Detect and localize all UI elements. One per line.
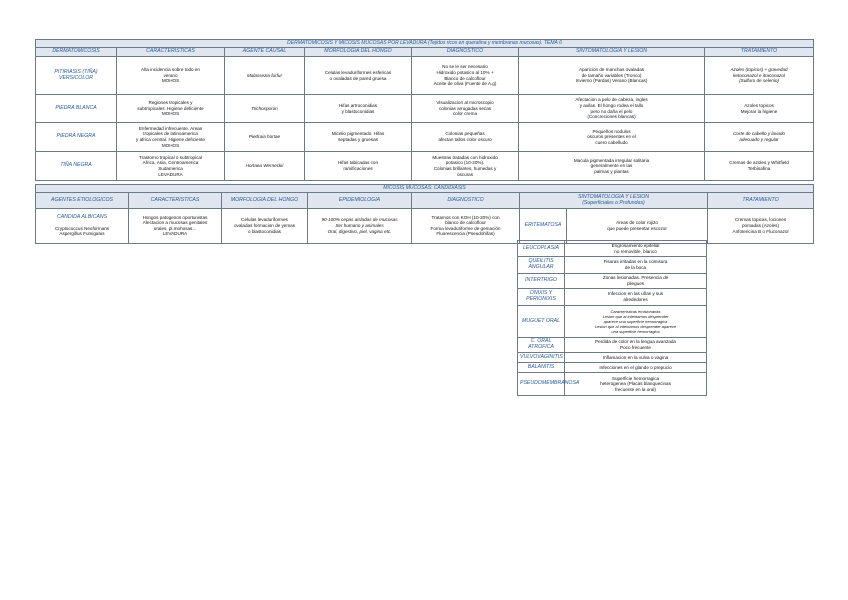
sintoma-desc: Engrosamiento epitelial no removible, blanco [565, 241, 707, 257]
table-cell: Hifas tabicadas con ramificaciones [305, 152, 412, 181]
column-header: CARACTERISTICAS [129, 193, 222, 209]
sintoma-name: INTERTRIGO [518, 274, 565, 289]
sintoma-name: LEUCOPLASIA [518, 241, 565, 257]
table-cell: Regiones tropicales y subtropicales. Higiene deficiente MOHOS [117, 95, 225, 123]
table-row [518, 338, 707, 353]
table-cell: Pequeños nodulos oscuros presentes en el cuero cabelludo [519, 123, 705, 152]
row-header: PITIRIASIS (TIÑA) VERSICOLOR [36, 57, 117, 95]
table-cell: Enfermedad infrecuente. Areas tropicales de latinoamerica y africa central. Higiene deficiente MOHOS [117, 123, 225, 152]
sintoma-desc: Infeccion en las uñas y sus alrededores [565, 289, 707, 306]
table-cell: Cremas topicas, lociones pomadas (Azoles) Anfotericina B o Fluconazol [708, 209, 814, 244]
table-row [518, 373, 707, 396]
table-cell: Micelio pigmentado. Hifas septadas y gruesas [305, 123, 412, 152]
table-cell: Trastorno tropical o subtropical Africa, Asia, Centroamerica Sudamerica LEVADURA [117, 152, 225, 181]
table-cell: 90-100% cepas aisladas de mucosas Ser humano y animales Oral, digestivo, piel, vagina etc. [308, 209, 412, 244]
column-header: DIAGNOSTICO [412, 193, 520, 209]
table-cell: Azoles (topicos) + gravedad ketoconazol e itraconazol (Sulfuro de selenio) [705, 57, 814, 95]
column-header: SINTOMATOLOGIA Y LESION [519, 48, 705, 57]
table-cell: Hongos patogenos oportunistas Afectacion a mucosas genitales orales, pl.mohosas... LEVADURA [129, 209, 222, 244]
table-row [36, 57, 814, 95]
agentes-secundarios: Cryptococcus Neoformans Aspergillus Fumigatus [54, 225, 110, 237]
table-row [518, 257, 707, 274]
table-cell: Hifas artroconidias y blastoconidias [305, 95, 412, 123]
table-cell: Macula pigmentada irregular solitaria generalmente en las palmas y plantas [519, 152, 705, 181]
table-cell: Afectacion a pelo de cabeza, ingles y axilas. El hongo rodea el tallo pero no daña el pelo (Concreciones blancas) [519, 95, 705, 123]
sintoma-desc: Caracteristicas emisionarias Lesion que al intentamos desprender aparece una superficie hemorragica Lesion que al intentamos desprender aparece una superficie hemorragica [565, 306, 707, 338]
column-header: MORFOLOGIA DEL HONGO [222, 193, 308, 209]
table-cell: Hortaea Werneckii [225, 152, 305, 181]
sintomatologia-table [517, 240, 707, 396]
agentes-cell [36, 209, 129, 244]
column-header: EPIDEMIOLOGIA [308, 193, 412, 209]
table-cell: Visualizacion al microscopio colonias arrugadas secas color crema [412, 95, 519, 123]
table-cell: Cremas de azoles y Whitfield Terbinafina [705, 152, 814, 181]
sintoma-desc: Inflamacion en la vulva o vagina [565, 353, 707, 363]
sintoma-desc: Fisuras irritadas en la comisura de la boca [565, 257, 707, 274]
table-cell: Celulas levaduriformes esfericas o ovaladas de pared gruesa [305, 57, 412, 95]
table-cell: Celulas levaduriformes ovaladas formacion de yemas o blastoconidias [222, 209, 308, 244]
column-header: TRATAMIENTO [705, 48, 814, 57]
table-cell: Piedraia hortae [225, 123, 305, 152]
table-cell: Malassezia furfur [225, 57, 305, 95]
table-row [36, 123, 814, 152]
table-row [518, 289, 707, 306]
table-title: MICOSIS MUCOSAS: CANDIDIASIS [36, 185, 814, 193]
candidiasis-table [35, 184, 814, 244]
table-row [518, 353, 707, 363]
column-header: SINTOMATOLOGIA Y LESION (Superficiales o Profundas) [520, 193, 708, 209]
sintoma-name: ERITEMATOSA [520, 209, 567, 244]
table-row [518, 274, 707, 289]
table-row [518, 363, 707, 373]
row-header: PIEDRA NEGRA [36, 123, 117, 152]
column-header: AGENTES ETIOLOGICOS [36, 193, 129, 209]
table-cell: Muestras tratadas con hidroxido potasico (10-20%). Colonias brillantes, humedas y oscuras [412, 152, 519, 181]
dermatomicosis-table [35, 39, 814, 181]
table-title: DERMATOMICOSIS Y MICOSIS MUCOSAS POR LEVADURA (Tejidos ricos en queratina y membranas mucosas). TEMA 6 [36, 40, 814, 48]
column-header: DERMATOMICOSIS [36, 48, 117, 57]
sintoma-name: PSEUDOMEMBRANOSA [518, 373, 565, 396]
table-cell: Colonias pequeñas afectan tallos color oscuro [412, 123, 519, 152]
column-header: DIAGNOSTICO [412, 48, 519, 57]
table-cell: Trichosporon [225, 95, 305, 123]
table-cell: Azoles topicos Mejorar la higiene [705, 95, 814, 123]
column-header: AGENTE CAUSAL [225, 48, 305, 57]
sintoma-desc: Zonas lesionadas. Presencia de pliegues [565, 274, 707, 289]
table-cell: No se le ser necesario Hidroxido potasico al 10% + Blanco de calcoflour Aceite de oliva (Fuente de A.g) [412, 57, 519, 95]
table-cell: Alta incidencia sobre todo en verano MOHOS [117, 57, 225, 95]
column-header: CARACTERISTICAS [117, 48, 225, 57]
table-row [36, 152, 814, 181]
sintoma-desc: Infecciones en el glande o prepucio [565, 363, 707, 373]
column-header: MORFOLOGIA DEL HONGO [305, 48, 412, 57]
sintoma-desc: Areas de color rojizo que puede presentar escozor [567, 209, 708, 244]
table-cell: Aparicion de manchas ovaladas de tamaño variables (Tronco) Invierno (Pardas) Verano (Blancas) [519, 57, 705, 95]
sintoma-name: VULVOVAGINITIS [518, 353, 565, 363]
sintoma-name: C. ORAL ATROFICA [518, 338, 565, 353]
table-row [36, 95, 814, 123]
sintoma-desc: Perdida de color en la lengua avanzada Poco frecuente [565, 338, 707, 353]
row-header: PIEDRA BLANCA [36, 95, 117, 123]
sintoma-name: ONIXIS Y PERIONIXIS [518, 289, 565, 306]
table-cell: Corte de cabello y lavado adecuado y regular [705, 123, 814, 152]
table-row [36, 209, 814, 244]
sintoma-desc: Superficie hemorragica heterogenea (Placas blanquecinas frecuente en la oral) [565, 373, 707, 396]
sintoma-name: BALANITIS [518, 363, 565, 373]
agente-principal: CANDIDA ALBICANS [56, 213, 108, 220]
column-header: TRATAMIENTO [708, 193, 814, 209]
table-cell: Tratamos con KOH (10-20%) con blanco de calcoflour Forma levaduriforme de gemación Fluorescencia (Pseudohifas) [412, 209, 520, 244]
table-row [518, 306, 707, 338]
sintoma-name: QUEILITIS ANGULAR [518, 257, 565, 274]
table-row [518, 241, 707, 257]
sintoma-name: MUGUET ORAL [518, 306, 565, 338]
row-header: TIÑA NEGRA [36, 152, 117, 181]
